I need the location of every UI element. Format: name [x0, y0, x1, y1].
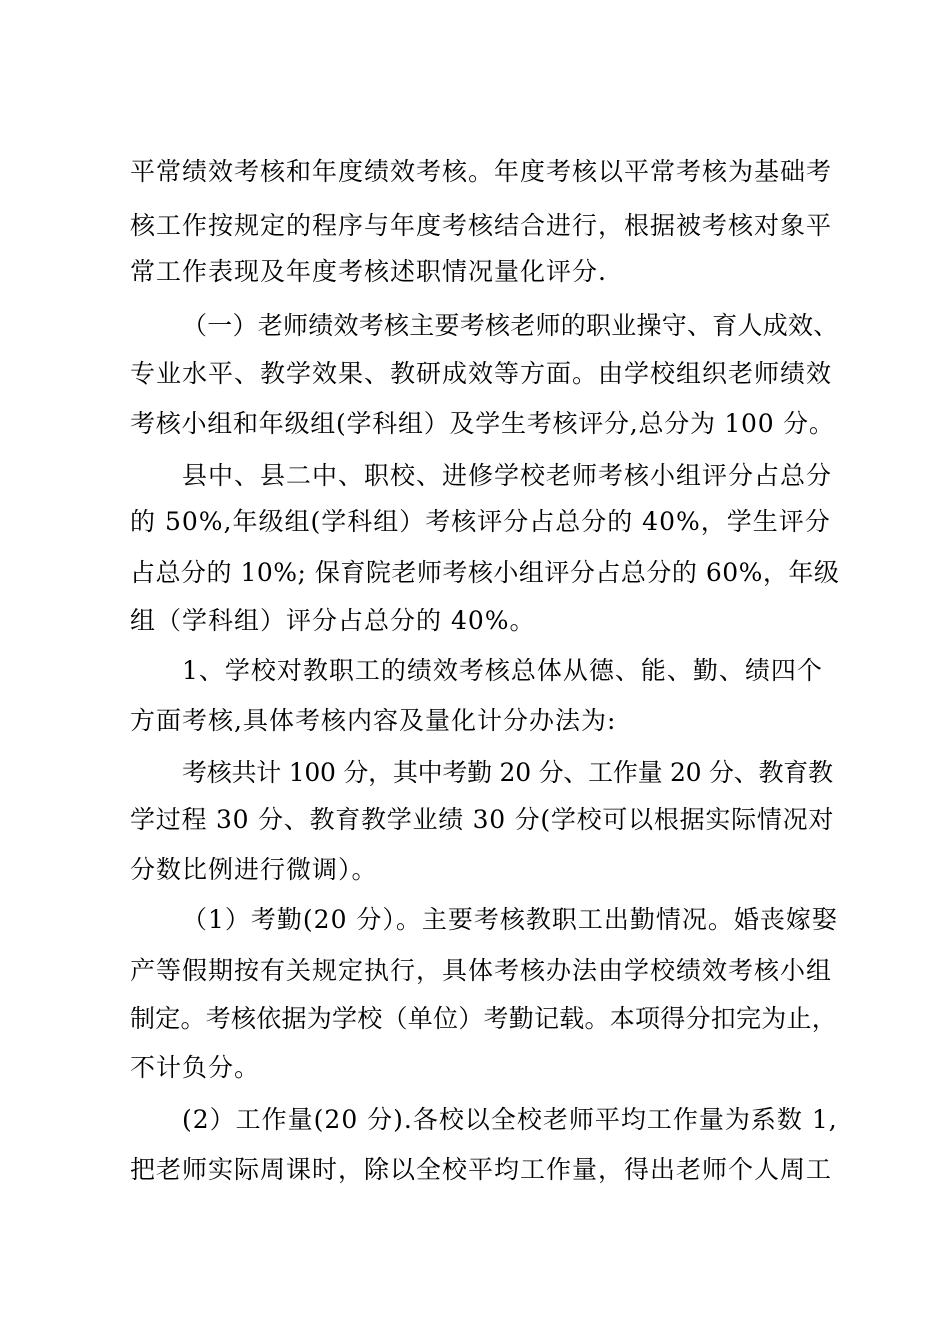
text-line: 县中、县二中、职校、进修学校老师考核小组评分占总分: [182, 461, 833, 490]
text-line: 考核共计 100 分，其中考勤 20 分、工作量 20 分、教育教: [182, 758, 833, 787]
text-line: 制定。考核依据为学校（单位）考勤记载。本项得分扣完为止，: [130, 1004, 838, 1033]
text-line: 占总分的 10%; 保育院老师考核小组评分占总分的 60%，年级: [130, 558, 840, 587]
text-line: 1、学校对教职工的绩效考核总体从德、能、勤、绩四个: [182, 656, 823, 685]
text-line: 把老师实际周课时，除以全校平均工作量，得出老师个人周工: [130, 1155, 833, 1184]
text-line: 学过程 30 分、教育教学业绩 30 分(学校可以根据实际情况对: [130, 805, 835, 834]
text-line: 核工作按规定的程序与年度考核结合进行，根据被考核对象平: [130, 211, 833, 240]
text-line: 平常绩效考核和年度绩效考核。年度考核以平常考核为基础考: [130, 157, 833, 186]
text-line: 专业水平、教学效果、教研成效等方面。由学校组织老师绩效: [130, 359, 833, 388]
text-line: 分数比例进行微调）。: [130, 855, 378, 884]
text-line: 方面考核,具体考核内容及量化计分办法为:: [130, 706, 617, 735]
text-line: (2）工作量(20 分).各校以全校老师平均工作量为系数 1,: [182, 1105, 838, 1134]
text-line: 产等假期按有关规定执行，具体考核办法由学校绩效考核小组: [130, 956, 833, 985]
text-line: 的 50%,年级组(学科组）考核评分占总分的 40%，学生评分: [130, 507, 831, 536]
text-line: 组（学科组）评分占总分的 40%。: [130, 606, 536, 635]
text-line: （1）考勤(20 分）。主要考核教职工出勤情况。婚丧嫁娶: [182, 905, 838, 934]
text-line: （一）老师绩效考核主要考核老师的职业操守、育人成效、: [182, 311, 839, 340]
text-line: 考核小组和年级组(学科组）及学生考核评分,总分为 100 分。: [130, 409, 835, 438]
text-line: 不计负分。: [130, 1053, 261, 1082]
text-line: 常工作表现及年度考核述职情况量化评分.: [130, 257, 607, 286]
